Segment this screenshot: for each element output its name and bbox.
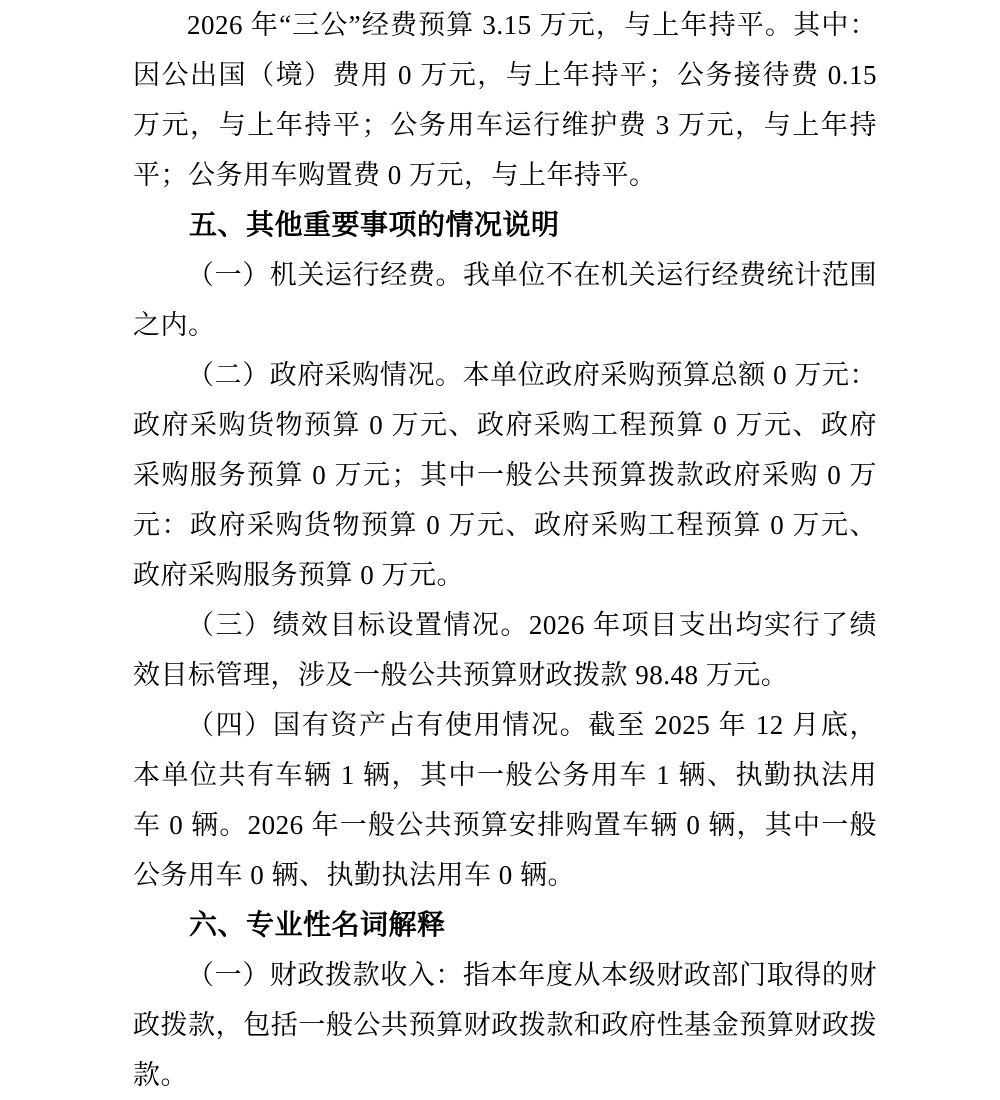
paragraph-agency-operating-expenses: （一）机关运行经费。我单位不在机关运行经费统计范围之内。 — [133, 260, 877, 340]
paragraph-fiscal-appropriation-income-definition: （一）财政拨款收入：指本年度从本级财政部门取得的财政拨款，包括一般公共预算财政拨款和政府性基金预算财政拨款。 — [133, 960, 877, 1090]
paragraph-performance-target-setting: （三）绩效目标设置情况。2026 年项目支出均实行了绩效目标管理，涉及一般公共预算财政拨款 98.48 万元。 — [133, 610, 877, 690]
section-heading-six-terminology-explanation: 六、专业性名词解释 — [189, 909, 446, 940]
paragraph-state-owned-assets-usage: （四）国有资产占有使用情况。截至 2025 年 12 月底，本单位共有车辆 1 辆，其中一般公务用车 1 辆、执勤执法用车 0 辆。2026 年一般公共预算安排购置车辆 0 辆，其中一般公务用车 0 辆、执勤执法用车 0 辆。 — [133, 710, 877, 890]
section-heading-five-other-important-matters: 五、其他重要事项的情况说明 — [189, 209, 560, 240]
paragraph-three-public-expenses-budget: 2026 年“三公”经费预算 3.15 万元，与上年持平。其中：因公出国（境）费用 0 万元，与上年持平；公务接待费 0.15 万元，与上年持平；公务用车运行维护费 3 万元，与上年持平；公务用车购置费 0 万元，与上年持平。 — [133, 10, 877, 190]
paragraph-government-procurement: （二）政府采购情况。本单位政府采购预算总额 0 万元：政府采购货物预算 0 万元、政府采购工程预算 0 万元、政府采购服务预算 0 万元；其中一般公共预算拨款政府采购 0 万元：政府采购货物预算 0 万元、政府采购工程预算 0 万元、政府采购服务预算 0 万元。 — [133, 360, 877, 590]
